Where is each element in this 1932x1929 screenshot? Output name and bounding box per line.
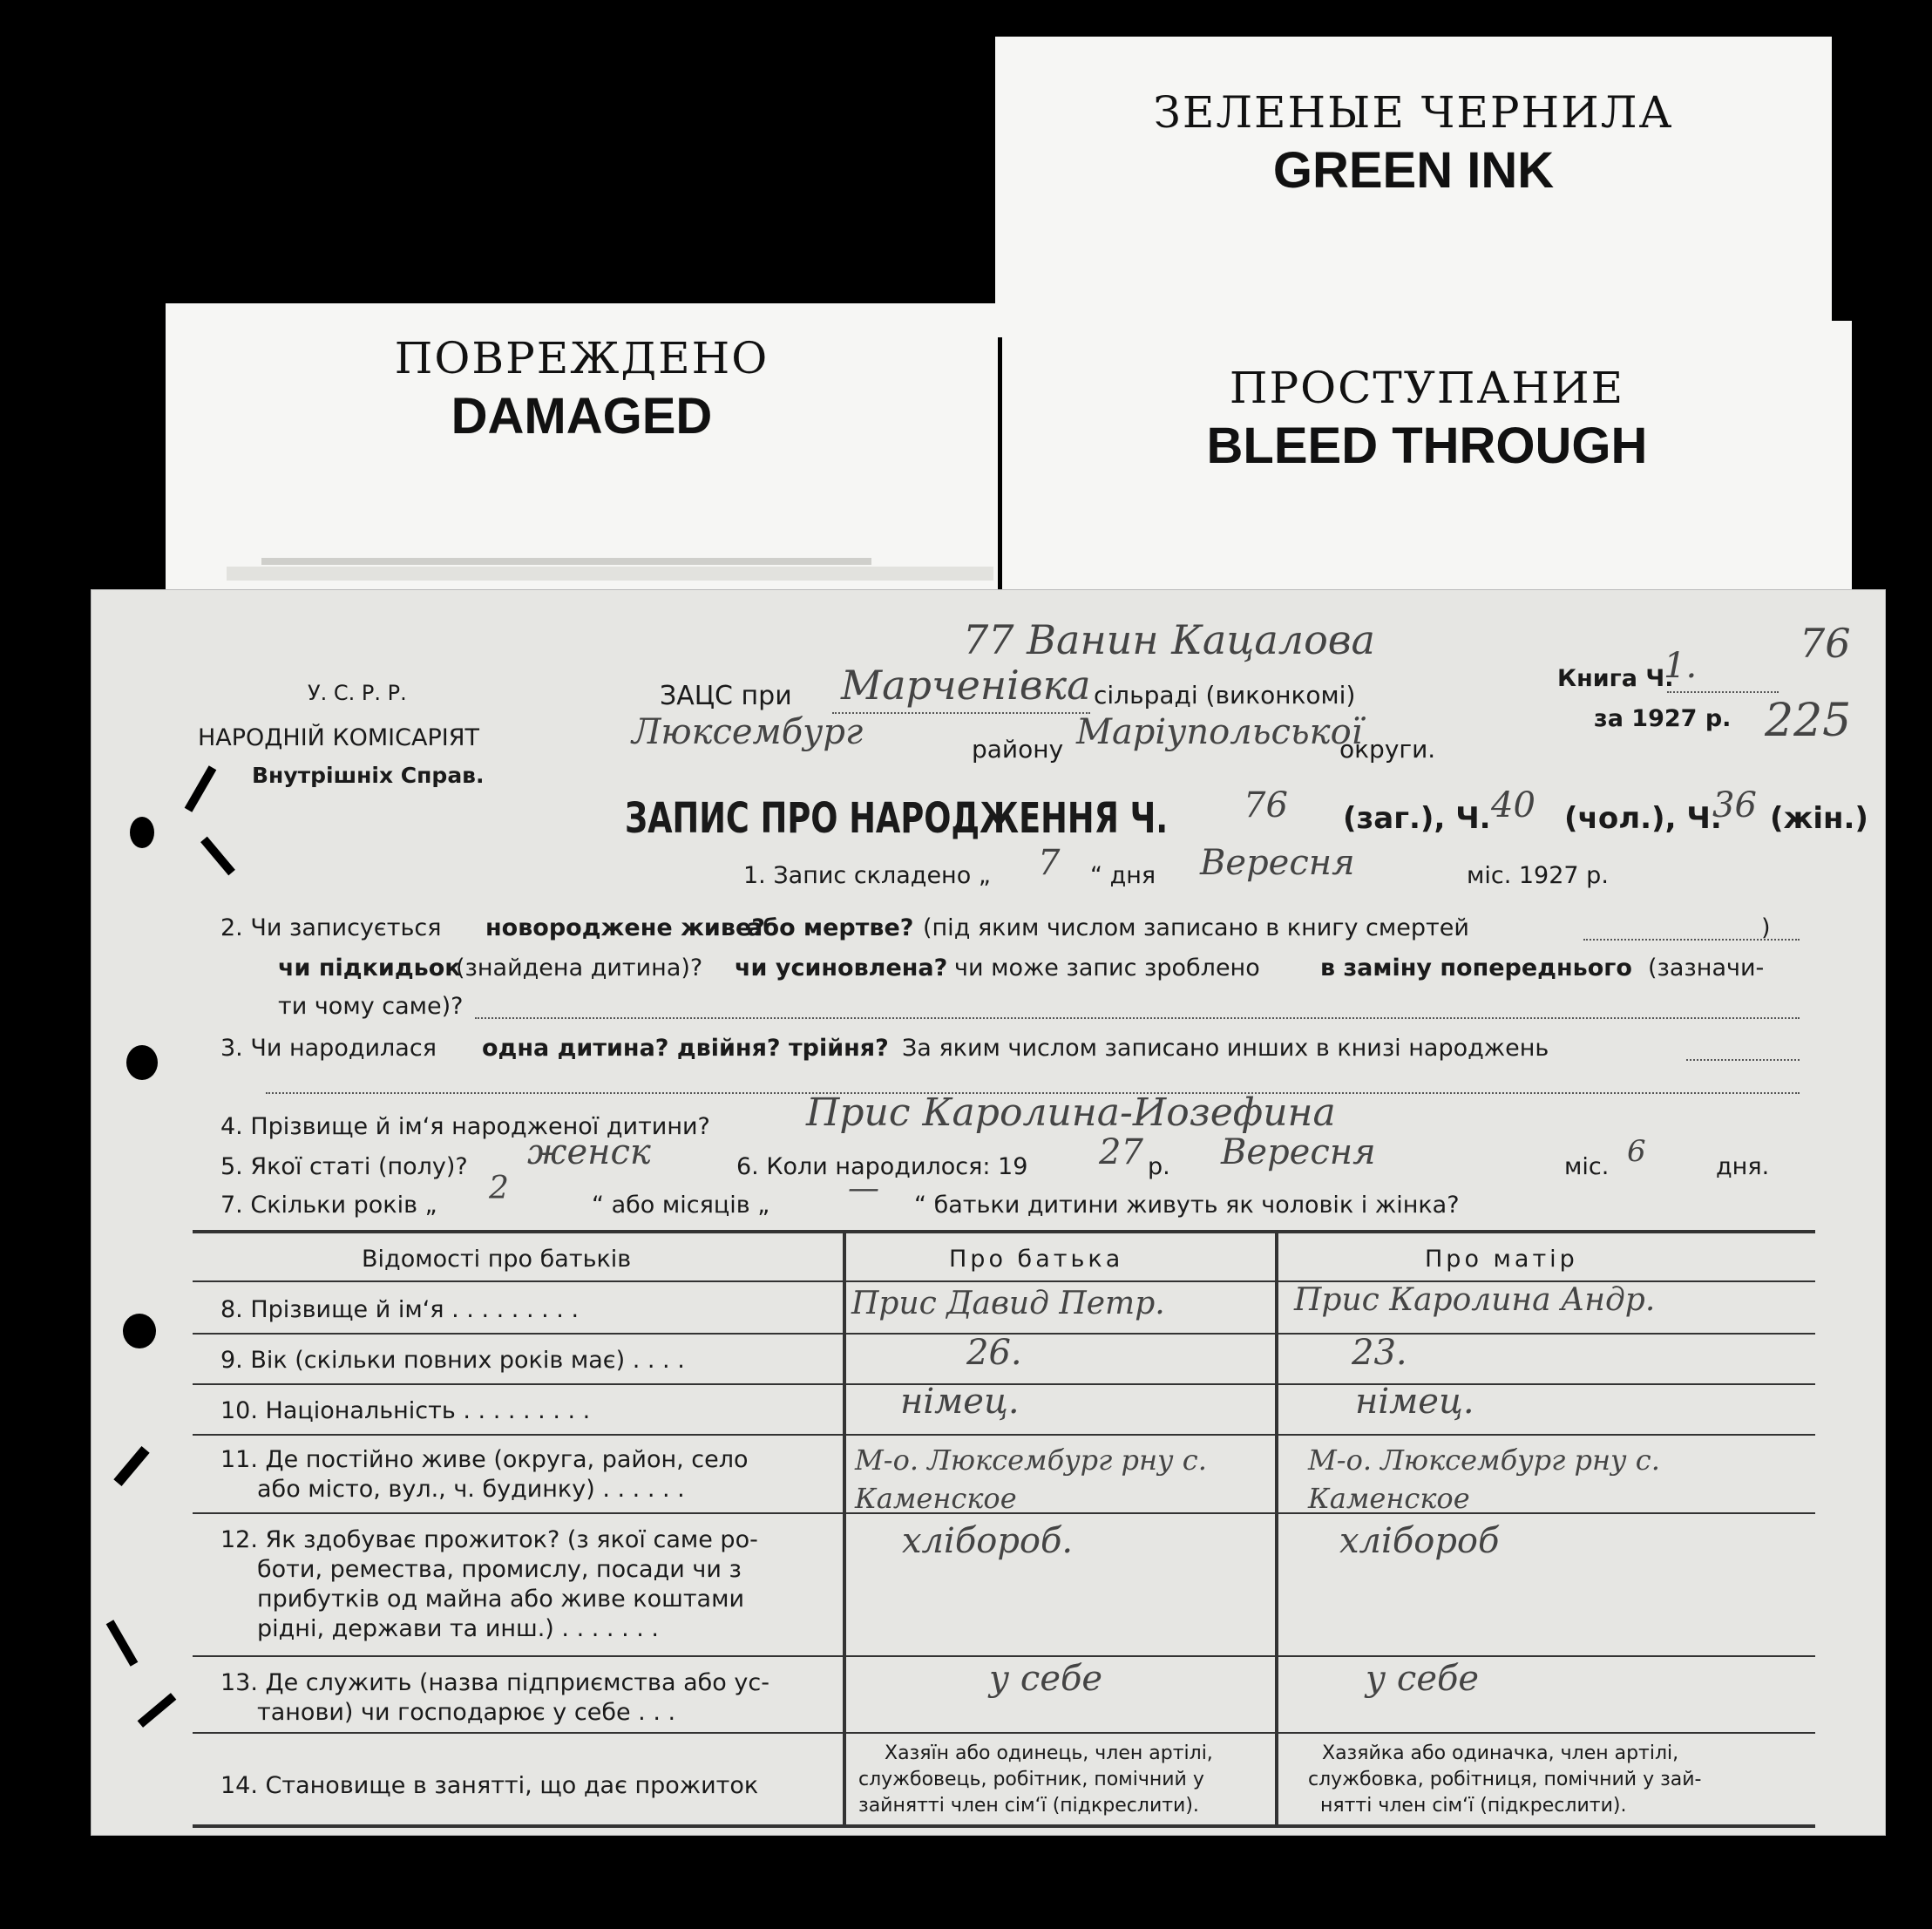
row12-label-2: боти, ремества, промислу, посади чи з: [257, 1556, 742, 1583]
paper-edge: [261, 558, 871, 565]
male-suffix: (чол.), Ч.: [1564, 801, 1722, 836]
fill-line: [475, 1017, 1800, 1019]
mother-status-1: Хазяйка або одиначка, член артілі,: [1322, 1742, 1679, 1764]
q1-day: 7: [1038, 843, 1061, 883]
punch-hole: [130, 817, 154, 848]
child-sex: женск: [527, 1132, 651, 1172]
father-nationality: німец.: [900, 1382, 1020, 1422]
q2-dead: або мертве?: [747, 914, 914, 941]
q1-prefix: 1. Запис складено „: [743, 862, 991, 889]
q7-suffix: “ батьки дитини живуть як чоловік і жінка?: [914, 1192, 1460, 1219]
father-age: 26.: [966, 1333, 1022, 1373]
bleed-label-en: BLEED THROUGH: [1206, 418, 1648, 474]
green-ink-label-ru: ЗЕЛЕНЫЕ ЧЕРНИЛА: [1153, 87, 1674, 138]
table-head-info: Відомості про батьків: [362, 1246, 632, 1273]
zags-suffix: сільраді (виконкомі): [1094, 681, 1356, 710]
okrug-label: округи.: [1339, 735, 1436, 764]
mother-nationality: німец.: [1355, 1382, 1474, 1422]
row12-label-3: прибутків од майна або живе коштами: [257, 1586, 745, 1613]
table-col-divider: [843, 1233, 846, 1826]
q3-label: 3. Чи народилася: [220, 1035, 437, 1062]
birth-year: 27: [1099, 1132, 1143, 1172]
bleed-through-card: [1002, 321, 1852, 604]
paper-edge: [227, 567, 993, 581]
form-title: ЗАПИС ПРО НАРОДЖЕННЯ Ч.: [625, 794, 1169, 843]
q2-specify: (зазначи-: [1648, 954, 1765, 981]
table-top-rule: [193, 1230, 1815, 1233]
punch-hole: [126, 1045, 158, 1080]
q1-month: Вересня: [1200, 843, 1355, 883]
row11-label: 11. Де постійно живе (округа, район, село: [220, 1446, 749, 1473]
ministry-label: Внутрішніх Справ.: [252, 763, 485, 788]
mother-residence: М-о. Люксембург рну с. Каменское: [1308, 1443, 1660, 1515]
father-name: Прис Давид Петр.: [851, 1286, 1165, 1321]
corner-number: 76: [1800, 620, 1851, 667]
tear-mark: [185, 765, 217, 812]
mother-status-2: службовка, робітниця, помічний у зай-: [1308, 1769, 1702, 1790]
table-head-mother: Про матір: [1425, 1246, 1578, 1273]
fill-line: [832, 712, 1090, 714]
record-total-number: 76: [1244, 785, 1288, 825]
q7-months-label: “ або місяців „: [592, 1192, 770, 1219]
q2-previous: в заміну попереднього: [1320, 954, 1632, 981]
total-suffix: (заг.), Ч.: [1343, 801, 1491, 836]
tear-mark: [138, 1693, 177, 1728]
father-status-1: Хазяїн або одинець, член артілі,: [885, 1742, 1213, 1764]
tear-mark: [113, 1446, 149, 1486]
q2-why: ти чому саме)?: [278, 993, 464, 1020]
table-bottom-rule: [193, 1824, 1815, 1828]
record-female-number: 36: [1712, 785, 1757, 825]
q2-foundling: чи підкидьок: [278, 954, 461, 981]
mother-age: 23.: [1352, 1333, 1407, 1373]
female-suffix: (жін.): [1770, 801, 1868, 836]
q2-alive: новороджене живе?: [485, 914, 765, 941]
mother-status-3: нятті член сім‘ї (підкреслити).: [1320, 1795, 1627, 1817]
damaged-label-en: DAMAGED: [451, 388, 713, 445]
row13-label-2: танови) чи господарює у себе . . .: [257, 1699, 676, 1726]
father-residence: М-о. Люксембург рну с. Каменское: [855, 1443, 1207, 1515]
q2-adopted: чи усиновлена?: [735, 954, 948, 981]
row12-label: 12. Як здобуває прожиток? (з якої саме ро-: [220, 1526, 758, 1553]
punch-hole: [123, 1314, 156, 1348]
fill-line: [1686, 1059, 1800, 1061]
table-row-rule: [193, 1434, 1815, 1436]
q5-label: 5. Якої статі (полу)?: [220, 1153, 468, 1180]
bleed-label-ru: ПРОСТУПАНИЕ: [1229, 363, 1625, 413]
q1-suffix: міс. 1927 р.: [1467, 862, 1609, 889]
q4-label: 4. Прізвище й ім‘я народженої дитини?: [220, 1113, 710, 1140]
birth-record-form: [91, 589, 1886, 1836]
table-col-divider: [1275, 1233, 1278, 1826]
book-number: 1.: [1664, 646, 1698, 686]
day-suffix: дня.: [1716, 1153, 1770, 1180]
corner-number-2: 225: [1765, 695, 1852, 747]
damaged-label-ru: ПОВРЕЖДЕНО: [394, 333, 769, 384]
q6-label: 6. Коли народилося: 19: [736, 1153, 1028, 1180]
okrug-name: Маріупольської: [1076, 712, 1363, 752]
commissariat-label: НАРОДНІЙ КОМІСАРІЯТ: [198, 724, 479, 751]
rayon-name: Люксембург: [632, 712, 864, 752]
village-name: Марченівка: [841, 662, 1091, 709]
row14-label: 14. Становище в занятті, що дає прожиток: [220, 1772, 759, 1799]
row12-label-4: рідні, держави та инш.) . . . . . . .: [257, 1615, 659, 1642]
father-occupation: хлібороб.: [902, 1521, 1074, 1561]
row13-label: 13. Де служить (назва підприємства або ус-: [220, 1669, 769, 1696]
birth-month: Вересня: [1221, 1132, 1376, 1172]
zags-prefix: ЗАЦС при: [660, 681, 792, 711]
rayon-label: району: [972, 735, 1064, 764]
year-label: за 1927 р.: [1594, 705, 1732, 732]
mother-workplace: у себе: [1366, 1659, 1480, 1699]
table-row-rule: [193, 1732, 1815, 1734]
q2-death-book: (під яким числом записано в книгу смертей: [923, 914, 1469, 941]
months-together: —: [848, 1171, 879, 1206]
child-name: Прис Каролина-Иозефина: [806, 1090, 1336, 1135]
table-row-rule: [193, 1655, 1815, 1657]
mother-occupation: хлібороб: [1339, 1521, 1500, 1561]
table-head-father: Про батька: [949, 1246, 1124, 1273]
tear-mark: [200, 837, 235, 876]
q2-replacement: чи може запис зроблено: [954, 954, 1260, 981]
year-suffix: р.: [1148, 1153, 1170, 1180]
row10-label: 10. Національність . . . . . . . . .: [220, 1397, 591, 1424]
handwritten-top-note: 77 Ванин Кацалова: [963, 616, 1375, 663]
q2-found-child: (знайдена дитина)?: [456, 954, 703, 981]
fill-line: [1667, 691, 1779, 693]
years-together: 2: [489, 1171, 509, 1206]
record-male-number: 40: [1491, 785, 1535, 825]
q2-close: ): [1761, 914, 1771, 941]
father-workplace: у себе: [989, 1659, 1103, 1699]
q1-mid: “ дня: [1090, 862, 1156, 889]
father-status-2: службовець, робітник, помічний у: [858, 1769, 1204, 1790]
book-label: Книга Ч.: [1557, 665, 1674, 692]
green-ink-card: [995, 37, 1832, 337]
tear-mark: [106, 1620, 139, 1666]
q3-options: одна дитина? двійня? трійня?: [482, 1035, 889, 1062]
row9-label: 9. Вік (скільки повних років має) . . . .: [220, 1347, 685, 1374]
father-status-3: зайнятті член сім‘ї (підкреслити).: [858, 1795, 1199, 1817]
row8-label: 8. Прізвище й ім‘я . . . . . . . . .: [220, 1296, 580, 1323]
q7-label: 7. Скільки років „: [220, 1192, 437, 1219]
month-suffix: міс.: [1564, 1153, 1610, 1180]
q2-label: 2. Чи записується: [220, 914, 442, 941]
q3-other: За яким числом записано инших в книзі народжень: [902, 1035, 1549, 1062]
ussr-label: У. С. Р. Р.: [308, 681, 407, 705]
row11-label-2: або місто, вул., ч. будинку) . . . . . .: [257, 1476, 685, 1503]
green-ink-label-en: GREEN INK: [1272, 142, 1555, 199]
birth-day: 6: [1627, 1134, 1646, 1169]
mother-name: Прис Каролина Андр.: [1294, 1282, 1656, 1318]
